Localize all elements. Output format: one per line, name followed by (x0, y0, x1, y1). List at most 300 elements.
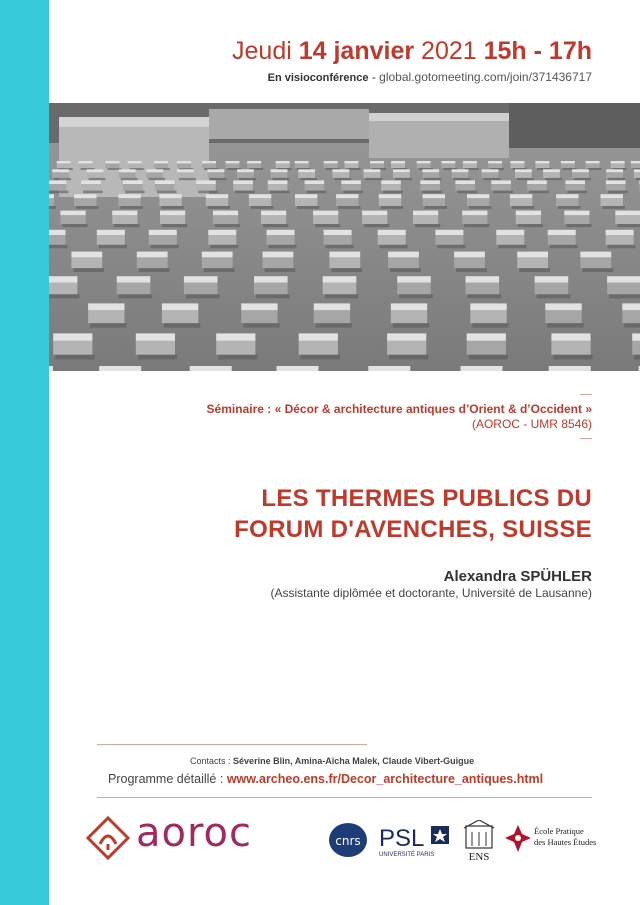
ephe-cross-icon (504, 824, 532, 854)
pillar-shadow (162, 224, 187, 227)
pillar-side (364, 172, 381, 178)
pillar-top (580, 252, 611, 258)
pillar-top (49, 180, 66, 184)
pillar-shadow (399, 294, 433, 298)
pillar-top (606, 180, 626, 184)
pillar-shadow (316, 323, 352, 327)
pillar-side (299, 341, 338, 355)
pillar-side (561, 164, 575, 169)
pillar-side (329, 257, 360, 268)
pillar-top (74, 194, 96, 198)
pillar-shadow (553, 355, 592, 360)
pillar-top (323, 276, 357, 282)
pillar-top (551, 333, 590, 341)
pillar-top (177, 169, 194, 172)
pillar-side (177, 164, 191, 169)
pillar-shadow (119, 294, 153, 298)
pillar-shadow (537, 294, 571, 298)
pillar-top (136, 333, 175, 341)
conference-separator: - (371, 70, 376, 84)
pillar-side (467, 341, 506, 355)
pillar-side (391, 310, 427, 323)
pillar-top (190, 366, 232, 371)
pillar-side (601, 198, 623, 206)
aoroc-wordmark: aoroc (136, 810, 253, 856)
pillar-top (362, 211, 387, 216)
pillar-side (295, 198, 317, 206)
pillar-side (49, 198, 54, 206)
pillar-shadow (493, 191, 513, 194)
pillar-shadow (164, 323, 200, 327)
pillar-shadow (54, 178, 71, 180)
pillar-side (154, 164, 168, 169)
pillar-top (49, 276, 77, 282)
pillar-top (341, 180, 361, 184)
pillar-top (208, 230, 236, 235)
pillar-shadow (62, 224, 87, 227)
pillar-top (631, 161, 640, 163)
pillar-shadow (582, 268, 613, 272)
pillar-side (551, 341, 590, 355)
pillar-shadow (208, 206, 230, 209)
pillar-shadow (517, 178, 534, 180)
pillar-shadow (243, 323, 279, 327)
pillar-side (155, 184, 175, 191)
pillar-side (149, 235, 177, 245)
pillar-top (535, 276, 569, 282)
pillar-shadow (617, 224, 640, 227)
pillar-top (466, 276, 500, 282)
pillar-side (136, 341, 175, 355)
pillar-side (580, 257, 611, 268)
pillar-top (295, 161, 309, 163)
pillar-shadow (300, 178, 317, 180)
pillar-side (572, 172, 589, 178)
programme-label: Programme détaillé : (108, 772, 224, 786)
pillar-shadow (301, 355, 340, 360)
footer-divider-top (97, 744, 367, 745)
pillar-top (467, 194, 489, 198)
pillar-side (160, 215, 185, 224)
ephe-logo[interactable] (504, 824, 597, 859)
pillar-side (305, 184, 325, 191)
pillar-side (323, 283, 357, 295)
pillar-shadow (49, 245, 68, 249)
pillar-side (247, 164, 261, 169)
pillar-top (549, 366, 591, 371)
pillar-side (511, 164, 525, 169)
pillar-top (545, 303, 581, 310)
pillar-top (606, 230, 634, 235)
pillar-shadow (484, 178, 501, 180)
pillar-top (572, 169, 589, 172)
pillar-shadow (151, 245, 179, 249)
pillar-side (298, 172, 315, 178)
ephe-line-1: École Pratique (534, 826, 584, 836)
pillar-shadow (273, 178, 290, 180)
pillar-top (370, 161, 384, 163)
talk-title-line-1: LES THERMES PUBLICS DU (261, 485, 592, 512)
pillar-shadow (456, 268, 487, 272)
pillar-shadow (437, 245, 465, 249)
divider-bottom (580, 438, 592, 439)
pillar-shadow (263, 224, 288, 227)
pillar-side (527, 184, 547, 191)
pillar-side (196, 184, 216, 191)
pillar-top (241, 303, 277, 310)
pillar-shadow (609, 294, 640, 298)
pillar-top (119, 169, 136, 172)
talk-title-line-2: FORUM D'AVENCHES, SUISSE (234, 516, 592, 543)
pillar-shadow (457, 191, 477, 194)
pillar-side (632, 341, 640, 355)
pillar-top (53, 333, 92, 341)
pillar-top (249, 194, 271, 198)
pillar-top (452, 169, 469, 172)
cnrs-text: cnrs (335, 834, 361, 848)
pillar-shadow (179, 178, 196, 180)
pillar-shadow (49, 294, 79, 298)
pillar-top (423, 194, 445, 198)
pillar-side (607, 283, 640, 295)
pillar-top (378, 230, 406, 235)
pillar-top (387, 333, 426, 341)
pillar-side (49, 184, 66, 191)
pillar-top (467, 333, 506, 341)
seminar-title: Séminaire : « Décor & architecture antiques d’Orient & d’Occident » (206, 402, 592, 416)
pillar-top (461, 366, 503, 371)
pillar-side (117, 283, 151, 295)
pillar-side (420, 184, 440, 191)
pillar-side (112, 215, 137, 224)
pillar-top (118, 194, 140, 198)
pillar-top (71, 252, 102, 258)
pillar-top (271, 169, 288, 172)
pillar-side (49, 283, 77, 295)
pillar-shadow (338, 206, 360, 209)
ephe-line-2: des Hautes Études (534, 837, 597, 847)
pillar-top (606, 169, 623, 172)
psl-text: PSL (379, 825, 425, 852)
pillar-shadow (393, 323, 429, 327)
pillar-top (515, 169, 532, 172)
pillar-shadow (415, 224, 440, 227)
pillar-side (543, 172, 560, 178)
pillar-top (79, 161, 93, 163)
pillar-shadow (161, 206, 183, 209)
pillar-side (106, 164, 120, 169)
seminar-org: (AOROC - UMR 8546) (471, 417, 592, 431)
speaker-role: (Assistante diplômée et doctorante, Université de Lausanne) (270, 586, 592, 600)
pillar-side (313, 215, 338, 224)
pillar-shadow (366, 178, 383, 180)
pillar-side (213, 215, 238, 224)
pillar-top (149, 230, 177, 235)
pillar-shadow (265, 268, 296, 272)
contacts-label: Contacts : (190, 756, 231, 766)
pillar-shadow (256, 294, 290, 298)
pillar-side (413, 215, 438, 224)
pillar-top (368, 366, 410, 371)
pillar-side (333, 172, 350, 178)
pillar-top (155, 180, 175, 184)
ephe-text (534, 826, 596, 848)
pillar-top (488, 161, 502, 163)
pillar-side (341, 184, 361, 191)
pillar-shadow (269, 245, 297, 249)
pillar-shadow (326, 245, 354, 249)
pillar-side (391, 164, 405, 169)
pillar-shadow (383, 191, 403, 194)
pillar-side (622, 310, 640, 323)
pillar-side (324, 164, 338, 169)
footer-divider-bottom (97, 797, 592, 798)
pillar-side (556, 198, 578, 206)
pillar-top (543, 169, 560, 172)
pillar-side (216, 341, 255, 355)
pillar-side (53, 341, 92, 355)
pillar-side (267, 235, 295, 245)
pillar-top (298, 169, 315, 172)
pillar-top (561, 161, 575, 163)
pillar-side (381, 184, 401, 191)
talk-title (234, 483, 592, 545)
pillar-shadow (73, 268, 104, 272)
pillar-side (491, 184, 511, 191)
pillar-side (441, 164, 455, 169)
pillar-side (184, 283, 218, 295)
pillar-top (117, 276, 151, 282)
contacts-names: Séverine Blin, Amina-Aïcha Malek, Claude Vibert-Guigue (233, 756, 475, 766)
pillar-shadow (550, 245, 578, 249)
left-accent-bar (0, 0, 49, 905)
pillar-shadow (120, 206, 142, 209)
pillar-top (470, 303, 506, 310)
pillar-shadow (558, 206, 580, 209)
pillar-top (267, 230, 295, 235)
pillar-shadow (512, 206, 534, 209)
pillar-side (314, 310, 350, 323)
pillar-side (435, 235, 463, 245)
speaker-block (270, 568, 592, 600)
pillar-shadow (424, 178, 441, 180)
pillar-shadow (545, 178, 562, 180)
pillar-side (81, 184, 101, 191)
pillar-top (159, 194, 181, 198)
pillar-shadow (239, 178, 256, 180)
pillar-shadow (138, 355, 177, 360)
pillar-top (491, 180, 511, 184)
seminar-block (207, 402, 592, 432)
pillar-side (60, 215, 85, 224)
pillar-shadow (125, 191, 145, 194)
pillar-top (196, 180, 216, 184)
pillar-side (137, 257, 168, 268)
pillar-side (378, 235, 406, 245)
pillar-top (233, 180, 253, 184)
pillar-shadow (608, 245, 636, 249)
pillar-shadow (422, 191, 442, 194)
pillar-shadow (603, 206, 625, 209)
pillar-top (413, 211, 438, 216)
pillar-side (634, 172, 640, 178)
pillar-top (313, 211, 338, 216)
pillar-side (417, 164, 431, 169)
pillar-top (263, 252, 294, 258)
pillar-side (454, 257, 485, 268)
pillar-side (177, 172, 194, 178)
pillar-top (123, 180, 143, 184)
pillar-shadow (215, 224, 240, 227)
pillar-side (517, 257, 548, 268)
pillar-side (88, 310, 124, 323)
pillar-side (488, 164, 502, 169)
pillar-side (295, 164, 309, 169)
pillar-side (564, 215, 589, 224)
pillar-side (423, 198, 445, 206)
pillar-side (263, 257, 294, 268)
pillar-shadow (55, 355, 94, 360)
pillar-shadow (566, 224, 591, 227)
pillar-side (336, 198, 358, 206)
pillar-top (324, 161, 338, 163)
pillar-top (162, 303, 198, 310)
pillar-top (417, 161, 431, 163)
pillar-top (441, 161, 455, 163)
pillar-top (225, 161, 239, 163)
pillar-shadow (307, 191, 327, 194)
cnrs-logo[interactable] (328, 822, 368, 863)
pillar-shadow (547, 323, 583, 327)
pillar-top (254, 276, 288, 282)
conference-mode: En visioconférence (267, 72, 369, 84)
pillar-top (146, 169, 163, 172)
pillar-top (379, 194, 401, 198)
pillar-side (545, 310, 581, 323)
pillar-side (515, 172, 532, 178)
pillar-top (391, 161, 405, 163)
pillar-side (482, 172, 499, 178)
pillar-side (496, 235, 524, 245)
pillar-top (247, 161, 261, 163)
event-year: 2021 (421, 37, 477, 65)
pillar-shadow (121, 178, 138, 180)
pillar-side (237, 172, 254, 178)
pillar-top (216, 333, 255, 341)
pillar-side (123, 184, 143, 191)
pillar-top (511, 161, 525, 163)
pillar-top (137, 252, 168, 258)
pillar-top (607, 276, 640, 282)
pillar-shadow (529, 191, 549, 194)
pillar-top (527, 180, 547, 184)
pillar-shadow (464, 224, 489, 227)
pillar-side (379, 198, 401, 206)
conference-line (232, 70, 592, 84)
pillar-shadow (468, 294, 502, 298)
pillar-side (119, 172, 136, 178)
ruins-photo-illustration (49, 103, 640, 371)
programme-line (108, 772, 543, 786)
pillar-top (202, 252, 233, 258)
pillar-top (611, 161, 625, 163)
pillar-top (87, 169, 104, 172)
pillar-top (435, 230, 463, 235)
pillar-side (470, 310, 506, 323)
pillar-top (393, 169, 410, 172)
pillar-top (324, 230, 352, 235)
pillar-top (276, 161, 290, 163)
psl-mark-icon (379, 824, 451, 858)
divider-top (580, 394, 592, 395)
pillar-side (631, 164, 640, 169)
pillar-side (162, 310, 198, 323)
pillar-shadow (472, 323, 508, 327)
pillar-top (57, 161, 71, 163)
pillar-side (261, 215, 286, 224)
pillar-top (388, 252, 419, 258)
pillar-top (634, 169, 640, 172)
pillar-shadow (210, 245, 238, 249)
pillar-shadow (425, 206, 447, 209)
conference-link[interactable]: global.gotomeeting.com/join/371436717 (379, 70, 592, 84)
pillar-top (516, 211, 541, 216)
pillar-side (57, 164, 71, 169)
pillar-shadow (636, 178, 640, 180)
pillar-top (586, 161, 600, 163)
pillar-top (277, 366, 319, 371)
partner-logos (49, 810, 640, 870)
pillar-side (87, 172, 104, 178)
psl-logo[interactable] (379, 824, 451, 863)
pillar-shadow (608, 191, 628, 194)
pillar-top (564, 211, 589, 216)
pillar-top (333, 169, 350, 172)
pillar-side (462, 215, 487, 224)
pillar-top (99, 366, 141, 371)
event-time: 15h - 17h (483, 37, 592, 65)
programme-link[interactable]: www.archeo.ens.fr/Decor_architecture_antiques.html (226, 772, 544, 786)
pillar-top (202, 161, 216, 163)
pillar-side (393, 172, 410, 178)
pillar-top (422, 169, 439, 172)
pillar-shadow (270, 191, 290, 194)
pillar-side (397, 283, 431, 295)
pillar-side (276, 164, 290, 169)
pillar-shadow (574, 178, 591, 180)
pillar-shadow (588, 168, 602, 170)
pillar-side (516, 215, 541, 224)
pillar-shadow (343, 191, 363, 194)
pillar-side (208, 235, 236, 245)
contacts-line (190, 756, 474, 766)
pillar-shadow (99, 245, 127, 249)
ens-logo[interactable] (462, 820, 496, 867)
pillar-side (611, 164, 625, 169)
pillar-side (606, 235, 634, 245)
pillar-side (79, 164, 93, 169)
pillar-top (268, 180, 288, 184)
pillar-side (466, 283, 500, 295)
pillar-top (632, 333, 640, 341)
pillar-side (535, 283, 569, 295)
pillar-top (622, 303, 640, 310)
pillar-top (314, 303, 350, 310)
pillar-side (128, 164, 142, 169)
ens-building-icon (462, 820, 496, 862)
pillar-shadow (49, 206, 56, 209)
pillar-side (254, 283, 288, 295)
